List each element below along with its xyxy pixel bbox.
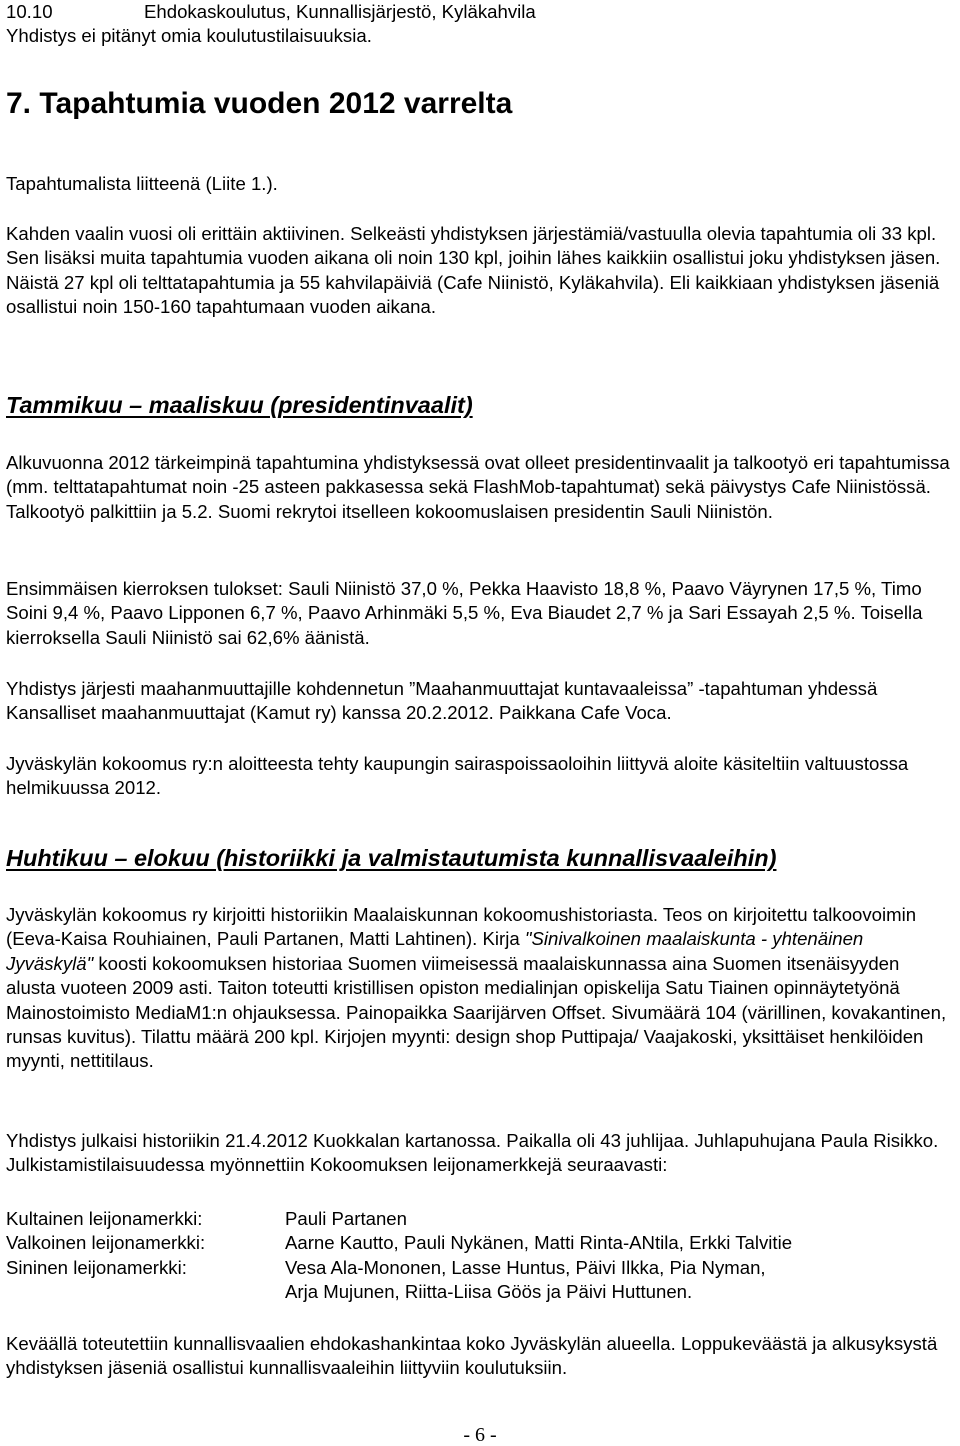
award-row	[6, 1280, 792, 1304]
book-title: "Sinivalkoinen maalaiskunta - yhtenäinen Jyväskylä"	[6, 928, 864, 974]
award-label: Valkoinen leijonamerkki:	[6, 1232, 206, 1254]
section-7-paragraph-2: Kahden vaalin vuosi oli erittäin aktiivinen. Selkeästi yhdistyksen järjestämiä/vastuulla olevia tapahtumia oli 33 kpl. Sen lisäksi muita tapahtumia vuoden aikana oli noin 130 kpl, joihin lähes kaikkiin osallistui joku yhdistyksen jäsen. Näistä 27 kpl oli telttatapahtumia ja 55 kahvilapäiviä (Cafe Niinistö, Kyläkahvila). Eli kaikkiaan yhdistyksen jäseniä osallistui noin 150-160 tapahtumaan vuoden aikana.	[6, 223, 941, 318]
award-row	[6, 1256, 792, 1280]
award-label	[6, 1280, 285, 1304]
huhtikuu-paragraph-1-start: Jyväskylän kokoomus ry kirjoitti historiikin Maalaiskunnan kokoomushistoriasta. Teos on kirjoitettu talkoovoimin (Eeva-Kaisa Rouhiainen, Pauli Partanen, Matti Lahtinen). Kirja	[6, 904, 917, 950]
tammikuu-heading: Tammikuu – maaliskuu (presidentinvaalit)	[6, 392, 473, 418]
award-row	[6, 1207, 792, 1231]
section-7-paragraph-1: Tapahtumalista liitteenä (Liite 1.).	[6, 173, 278, 194]
section-title: Ehdokaskoulutus, Kunnallisjärjestö, Kyläkahvila	[144, 1, 536, 22]
award-names: Pauli Partanen	[285, 1208, 407, 1229]
award-label: Kultainen leijonamerkki:	[6, 1208, 203, 1229]
awards-table	[6, 1207, 792, 1305]
section-10-10-heading	[6, 0, 536, 24]
section-10-10-text: Yhdistys ei pitänyt omia koulutustilaisuuksia.	[6, 25, 372, 46]
award-names: Vesa Ala-Mononen, Lasse Huntus, Päivi Ilkka, Pia Nyman,	[285, 1256, 766, 1278]
award-names: Arja Mujunen, Riitta-Liisa Göös ja Päivi Huttunen.	[285, 1281, 693, 1303]
award-label: Sininen leijonamerkki:	[6, 1256, 187, 1278]
tammikuu-paragraph-3: Yhdistys järjesti maahanmuuttajille kohdennetun ”Maahanmuuttajat kuntavaaleissa” -tapahtuman yhdessä Kansalliset maahanmuuttajat (Kamut ry) kanssa 20.2.2012. Paikkana Cafe Voca.	[6, 678, 878, 724]
huhtikuu-paragraph-1-end: koosti kokoomuksen historiaa Suomen viimeisessä maalaiskunnassa aina Suomen itsenäisyyden alusta vuoteen 2009 asti. Taiton toteutti kristillisen opiston medialinjan opiskelija Satu Tiainen opinnäytetyönä Mainostoimisto MediaM1:n ohjauksessa. Painopaikka Saarijärven Offset. Sivumäärä 104 (värillinen, kovakantinen, runsas kuvitus). Tilattu määrä 200 kpl. Kirjojen myynti: design shop Puttipaja/ Vaajakoski, yksittäiset henkilöiden myynti, nettitilaus.	[6, 952, 947, 1072]
huhtikuu-paragraph-2: Yhdistys julkaisi historiikin 21.4.2012 Kuokkalan kartanossa. Paikalla oli 43 juhlijaa. Juhlapuhujana Paula Risikko. Julkistamistilaisuudessa myönnettiin Kokoomuksen leijonamerkkejä seuraavasti:	[6, 1130, 939, 1176]
tammikuu-paragraph-4: Jyväskylän kokoomus ry:n aloitteesta tehty kaupungin sairaspoissaoloihin liittyvä aloite käsiteltiin valtuustossa helmikuussa 2012.	[6, 753, 909, 799]
tammikuu-paragraph-2: Ensimmäisen kierroksen tulokset: Sauli Niinistö 37,0 %, Pekka Haavisto 18,8 %, Paavo Väyrynen 17,5 %, Timo Soini 9,4 %, Paavo Lipponen 6,7 %, Paavo Arhinmäki 5,5 %, Eva Biaudet 2,7 % ja Sari Essayah 2,5 %. Toisella kierroksella Sauli Niinistö sai 62,6% äänistä.	[6, 578, 923, 648]
section-7-heading: 7. Tapahtumia vuoden 2012 varrelta	[6, 87, 513, 120]
huhtikuu-paragraph-1	[6, 903, 951, 1074]
page-number: - 6 -	[463, 1424, 497, 1446]
huhtikuu-heading: Huhtikuu – elokuu (historiikki ja valmistautumista kunnallisvaaleihin)	[6, 845, 777, 871]
section-number: 10.10	[6, 1, 53, 22]
award-names: Aarne Kautto, Pauli Nykänen, Matti Rinta-ANtila, Erkki Talvitie	[285, 1232, 793, 1254]
tammikuu-paragraph-1: Alkuvuonna 2012 tärkeimpinä tapahtumina yhdistyksessä ovat olleet presidentinvaalit ja talkootyö eri tapahtumissa (mm. telttatapahtumat noin -25 asteen pakkasessa sekä FlashMob-tapahtumat) sekä päivystys Cafe Niinistössä. Talkootyö palkittiin ja 5.2. Suomi rekrytoi itselleen kokoomuslaisen presidentin Sauli Niinistön.	[6, 452, 950, 522]
huhtikuu-paragraph-3: Keväällä toteutettiin kunnallisvaalien ehdokashankintaa koko Jyväskylän alueella. Loppukeväästä ja alkusyksystä yhdistyksen jäseniä osallistui kunnallisvaaleihin liittyviin koulutuksiin.	[6, 1333, 938, 1379]
award-row	[6, 1231, 792, 1255]
